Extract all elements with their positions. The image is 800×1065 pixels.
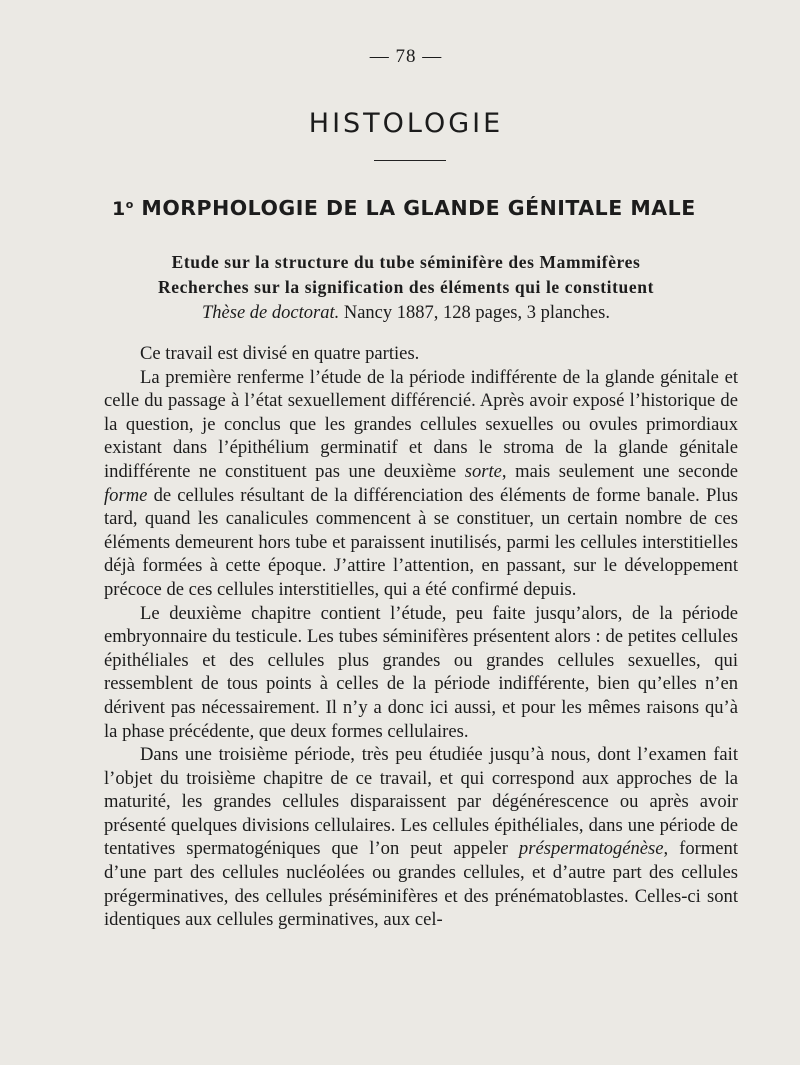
- paragraph-4: Dans une troisième période, très peu étudiée jusqu’à nous, dont l’examen fait l’objet du troisième chapitre de ce travail, et qui correspond aux approches de la maturité, les grandes cellules disparaissent par dégénérescence ou après avoir présenté quelques divisions cellulaires. Les cellules épithéliales, dans une période de tentatives spermatogéniques que l’on peut appeler préspermatogénèse, forment d’une part des cellules nucléolées ou grandes cellules, et d’autre part des cellules prégerminatives, des cellules préséminifères et des prénématoblastes. Celles-ci sont identiques aux cellules germinatives, aux cel-: [104, 744, 739, 931]
- emphasis-prespermatogenese: préspermatogénèse: [518, 838, 664, 860]
- chapter-heading: [112, 196, 712, 220]
- emphasis-sorte: sorte: [464, 460, 502, 482]
- emphasis-forme: forme: [104, 484, 148, 506]
- section-title: HISTOLOGIE: [308, 108, 504, 139]
- paragraph-1: Ce travail est divisé en quatre parties.: [140, 343, 420, 364]
- page-number: — 78 —: [369, 46, 443, 67]
- title-divider: [374, 160, 446, 161]
- citation: [0, 303, 800, 324]
- paragraph-3: Le deuxième chapitre contient l’étude, peu faite jusqu’alors, de la période embryonnaire du testicule. Les tubes séminifères présentent alors : de petites cellules épithéliales et des cellules plus grandes ou grandes cellules sexuelles, qui ressemblent de tous points à celles de la période indifférente, bien qu’elles n’en dérivent pas nécessairement. Il n’y a donc ici aussi, et pour les mêmes raisons qu’à la phase précédente, que deux formes cellulaires.: [104, 602, 738, 742]
- citation-title: Thèse de doctorat.: [202, 303, 340, 323]
- heading-number: 1$^o$: [112, 198, 134, 220]
- subtitle-1: Etude sur la structure du tube séminifère des Mammifères: [171, 252, 641, 272]
- heading-superscript: o: [125, 198, 134, 211]
- citation-details: Nancy 1887, 128 pages, 3 planches.: [339, 303, 610, 323]
- heading-text: MORPHOLOGIE DE LA GLANDE GÉNITALE MALE: [133, 196, 696, 220]
- subtitle-2: Recherches sur la signification des éléments qui le constituent: [157, 277, 655, 297]
- body-text: [104, 342, 738, 932]
- paragraph-2: La première renferme l’étude de la période indifférente de la glande génitale et celle du passage à l’état sexuellement différencié. Après avoir exposé l’historique de la question, je conclus que les grandes cellules sexuelles ou ovules primordiaux existant dans l’épithélium germinatif et dans le stroma de la glande génitale indifférente ne constituent pas une deuxième sorte, mais seulement une seconde forme de cellules résultant de la différenciation des éléments de forme banale. Plus tard, quand les canalicules commencent à se constituer, un certain nombre de ces éléments demeurent hors tube et paraissent inutilisés, parmi les cellules interstitielles déjà formées à cette époque. J’attire l’attention, en passant, sur le développement précoce de ces cellules interstitielles, qui a été confirmé depuis.: [104, 366, 738, 600]
